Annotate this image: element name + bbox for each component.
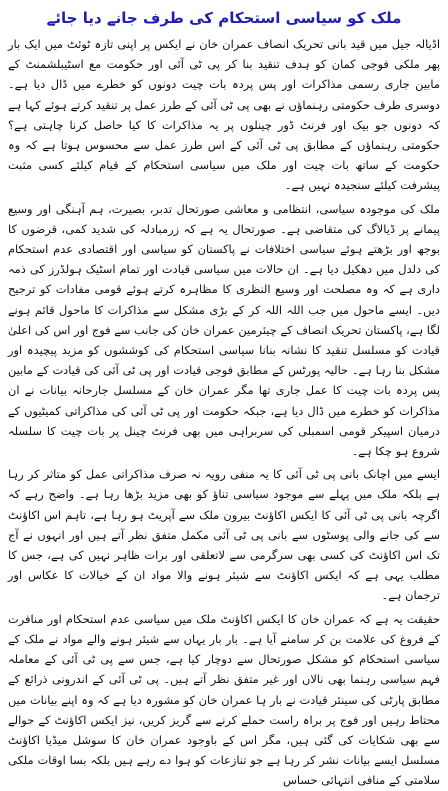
- article-headline: ملک کو سیاسی استحکام کی طرف جانے دیا جائے: [46, 9, 402, 27]
- article-paragraph-1: اڈیالہ جیل میں قید بانی تحریک انصاف عمران خان نے ایکس پر اپنی تازہ ٹوئٹ میں ایک بار پھر ملکی فوجی کمان کو ہدف تنقید بنا کر پی ٹی آئی اور حکومت مع اسٹیبلشمنٹ کے مابین جاری رسمی مذاکرات اور پس پردہ بات چیت دونوں کو خطرے میں ڈال دیا ہے۔ دوسری طرف حکومتی رہنماؤں نے بھی پی ٹی آئی کے طرز عمل پر تنقید کرتے ہوئے کہا ہے کہ دونوں جو بیک اور فرنٹ ڈور چینلوں پر یہ مذاکرات کا کیا حاصل کرنا چاہتی ہے؟ حکومتی رہنماؤں کے مطابق پی ٹی آئی کے اس طرز عمل سے محسوس ہوتا ہے کہ وہ حکومت کے ساتھ بات چیت اور ملک میں سیاسی استحکام کے قیام کیلئے کسی مثبت پیشرفت کیلئے سنجیدہ نہیں ہے۔: [8, 37, 440, 193]
- article-paragraph-2: ملک کی موجودہ سیاسی، انتظامی و معاشی صورتحال تدبر، بصیرت، ہم آہنگی اور وسیع پیمانے پر ڈیالاگ کی متقاضی ہے۔ صورتحال یہ ہے کہ زرمبادلہ کی شدید کمی، قرضوں کا بوجھ اور بڑھتے ہوئے سیاسی اختلافات نے پاکستان کو سیاسی اور اقتصادی عدم استحکام کی دلدل میں دھکیل دیا ہے۔ ان حالات میں سیاسی قیادت اور تمام اسٹیک ہولڈرز کی ذمہ داری ہے کہ وہ مصلحت اور وسیع النظری کا مظاہرہ کرتے ہوئے قومی مفادات کو ترجیح دیں۔ ایسے ماحول میں جب اللہ اللہ کر کے بڑی مشکل سے مذاکرات کا ماحول قائم ہونے لگا ہے، پاکستان تحریک انصاف کے چیئرمین عمران خان کی جانب سے فوج اور اس کی اعلیٰ قیادت کو مسلسل تنقید کا نشانہ بنانا سیاسی استحکام کی کوششوں کو مزید پیچیدہ اور مشکل بنا رہا ہے۔ حالیہ پورٹس کے مطابق فوجی قیادت اور پی ٹی آئی کی قیادت کے مابین پس پردہ بات چیت کا عمل جاری تھا مگر عمران خان کے مسلسل جارحانہ بیانات نے ان مذاکرات کو خطرے میں ڈال دیا ہے، جبکہ حکومت اور پی ٹی آئی کی مذاکراتی کمیٹیوں کے درمیان اسپیکر قومی اسمبلی کی سربراہی میں بھی فرنٹ چینل پر بات چیت کا سلسلہ شروع ہو چکا ہے۔: [8, 201, 440, 459]
- article-paragraph-3: ایسے میں اچانک بانی پی ٹی آئی کا یہ منفی رویہ نہ صرف مذاکراتی عمل کو متاثر کر رہا ہے بلکہ ملک میں پہلے سے موجود سیاسی تناؤ کو بھی مزید بڑھا رہا ہے۔ واضح رہے کہ اگرچہ بانی پی ٹی آئی کا ایکس اکاؤنٹ بیرون ملک سے آپریٹ ہو رہا ہے، تاہم اس اکاؤنٹ سے کی جانے والی پوسٹوں سے بانی پی ٹی آئی مکمل متفق نظر آتے ہیں اور انہوں نے آج تک اس اکاؤنٹ کی کسی بھی سرگرمی سے لاتعلقی اور برات ظاہر نہیں کی ہے، جس کا مطلب یہی ہے کہ ایکس اکاؤنٹ سے شیئر ہونے والا مواد ان کے خیالات کا عکاس اور ترجمان ہے۔: [8, 467, 440, 603]
- article-paragraph-4: حقیقت یہ ہے کہ عمران خان کا ایکس اکاؤنٹ ملک میں سیاسی عدم استحکام اور منافرت کے فروغ کی علامت بن کر سامنے آیا ہے۔ بار بار یہاں سے شیئر ہونے والے مواد نے ملک کے سیاسی استحکام کو مشکل صورتحال سے دوچار کیا ہے، جس سے پی ٹی آئی کے معاملہ فہم سیاسی رہنما بھی نالاں اور غیر متفق نظر آتے ہیں۔ پی ٹی آئی کے اندرونی ذرائع کے مطابق پارٹی کی سینئر قیادت نے بار ہا عمران خان کو مشورہ دیا ہے کہ وہ اپنے بیانات میں محتاط رہیں اور فوج پر براہ راست حملے کرنے سے گریز کریں، نیز ایکس اکاؤنٹ کے حوالے سے بھی شکایات کی گئی ہیں، مگر اس کے باوجود عمران خان کا سوشل میڈیا اکاؤنٹ مسلسل ایسے بیانات نشر کر رہا ہے جو تنازعات کو ہوا دے رہے ہیں بلکہ بسا اوقات ملکی سلامتی کے منافی انتہائی حساس: [8, 611, 440, 788]
